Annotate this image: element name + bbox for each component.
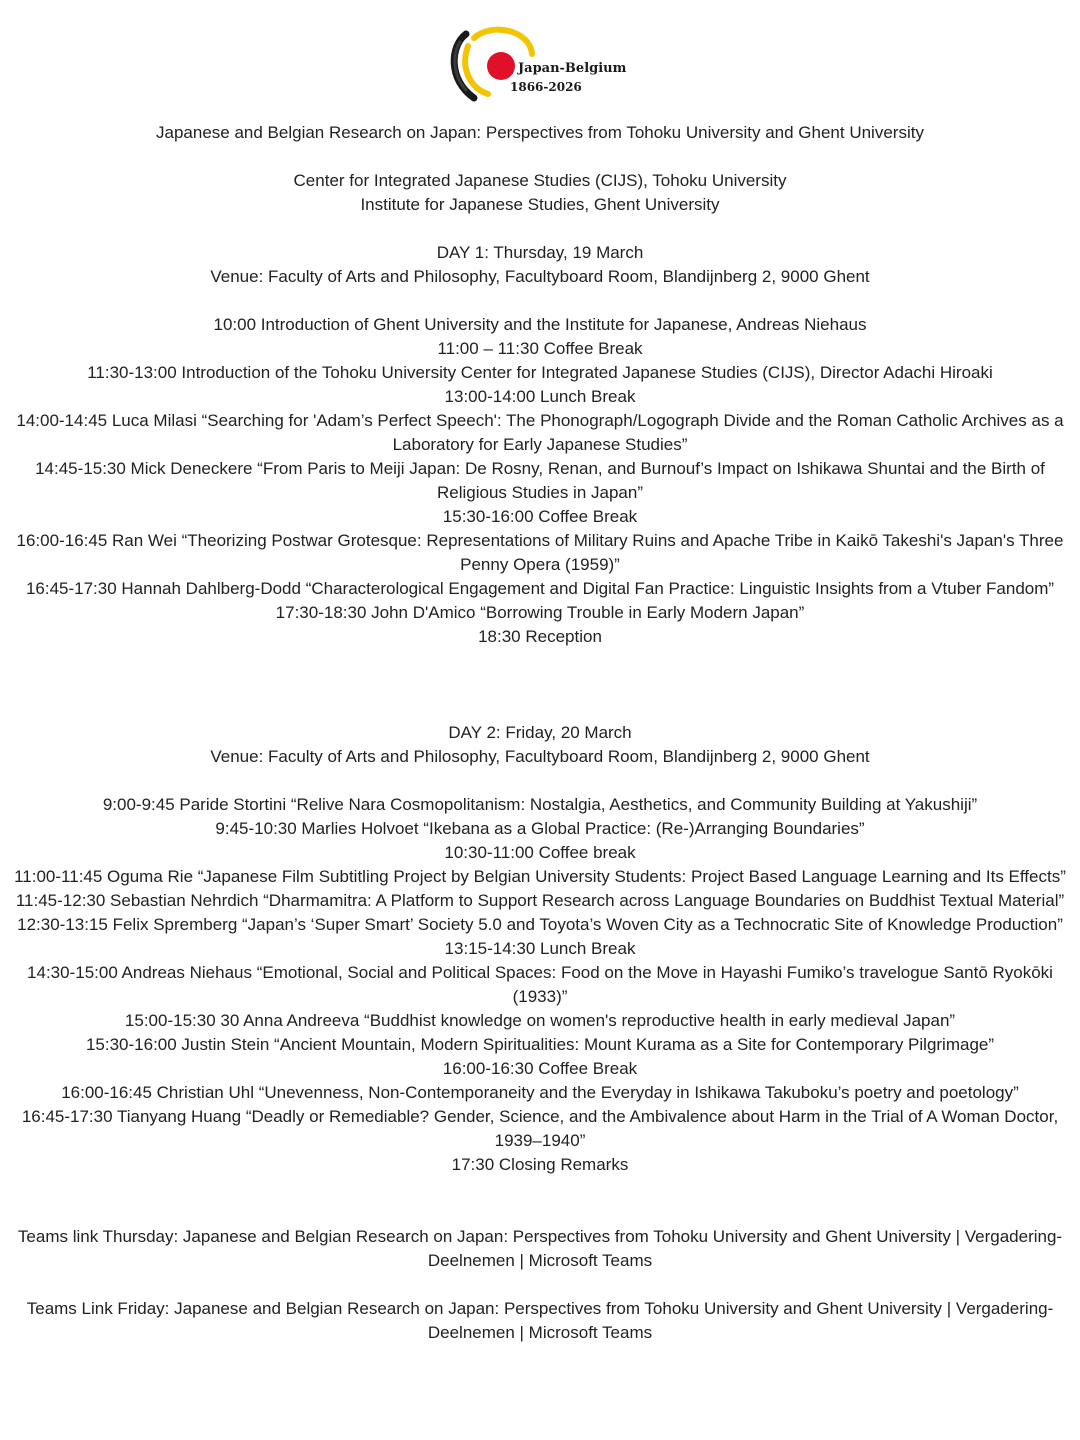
- program-item: 16:45-17:30 Tianyang Huang “Deadly or Remediable? Gender, Science, and the Ambivalence about Harm in the Trial of A Woman Doctor, 1939–1940”: [21, 1107, 1059, 1150]
- day1-venue: Venue: Faculty of Arts and Philosophy, Facultyboard Room, Blandijnberg 2, 9000 Ghent: [210, 267, 870, 286]
- program-item: 14:00-14:45 Luca Milasi “Searching for 'Adam’s Perfect Speech': The Phonograph/Logograph Divide and the Roman Catholic Archives as a Laboratory for Early Japanese Studies”: [16, 411, 1064, 454]
- program-item: 18:30 Reception: [478, 627, 602, 646]
- program-item: 12:30-13:15 Felix Spremberg “Japan’s ‘Super Smart’ Society 5.0 and Toyota’s Woven City as a Technocratic Site of Knowledge Production”: [17, 915, 1063, 934]
- logo-years: 1866-2026: [510, 80, 582, 94]
- program-item: 17:30-18:30 John D'Amico “Borrowing Trouble in Early Modern Japan”: [275, 603, 805, 622]
- program-item: 11:00-11:45 Oguma Rie “Japanese Film Subtitling Project by Belgian University Students: Project Based Language Learning and Its Effects”: [14, 867, 1066, 886]
- teams-link-friday[interactable]: Teams Link Friday: Japanese and Belgian Research on Japan: Perspectives from Tohoku University and Ghent University | Vergadering-Deelnemen | Microsoft Teams: [26, 1299, 1054, 1342]
- logo-graphic: [444, 24, 644, 106]
- program-item: 9:00-9:45 Paride Stortini “Relive Nara Cosmopolitanism: Nostalgia, Aesthetics, and Community Building at Yakushiji”: [102, 795, 978, 814]
- program-item: 16:00-16:30 Coffee Break: [442, 1059, 638, 1078]
- program-item: 14:30-15:00 Andreas Niehaus “Emotional, Social and Political Spaces: Food on the Move in Hayashi Fumiko’s travelogue Santō Ryokōki (1933)”: [27, 963, 1053, 1006]
- program-item: 15:30-16:00 Justin Stein “Ancient Mountain, Modern Spiritualities: Mount Kurama as a Site for Contemporary Pilgrimage”: [85, 1035, 995, 1054]
- program-item: 13:15-14:30 Lunch Break: [444, 939, 636, 958]
- program-item: 9:45-10:30 Marlies Holvoet “Ikebana as a Global Practice: (Re-)Arranging Boundaries”: [215, 819, 865, 838]
- program-item: 11:00 – 11:30 Coffee Break: [437, 339, 643, 358]
- program-item: 15:00-15:30 30 Anna Andreeva “Buddhist knowledge on women's reproductive health in early medieval Japan”: [124, 1011, 956, 1030]
- program-item: 15:30-16:00 Coffee Break: [442, 507, 638, 526]
- program-item: 10:00 Introduction of Ghent University and the Institute for Japanese, Andreas Niehaus: [213, 315, 867, 334]
- organizer-cijs: Center for Integrated Japanese Studies (CIJS), Tohoku University: [293, 171, 787, 190]
- document-body: [0, 121, 1080, 1345]
- day2-venue: Venue: Faculty of Arts and Philosophy, Facultyboard Room, Blandijnberg 2, 9000 Ghent: [210, 747, 870, 766]
- program-item: 11:45-12:30 Sebastian Nehrdich “Dharmamitra: A Platform to Support Research across Language Boundaries on Buddhist Textual Material”: [15, 891, 1065, 910]
- event-title: Japanese and Belgian Research on Japan: Perspectives from Tohoku University and Ghent University: [156, 123, 924, 142]
- logo-text: Japan-Belgium: [518, 61, 627, 76]
- program-item: 16:45-17:30 Hannah Dahlberg-Dodd “Characterological Engagement and Digital Fan Practice: Linguistic Insights from a Vtuber Fandom”: [25, 579, 1055, 598]
- program-item: 16:00-16:45 Christian Uhl “Unevenness, Non-Contemporaneity and the Everyday in Ishikawa Takuboku’s poetry and poetology”: [61, 1083, 1019, 1102]
- program-item: 17:30 Closing Remarks: [451, 1155, 629, 1174]
- teams-link-thursday[interactable]: Teams link Thursday: Japanese and Belgian Research on Japan: Perspectives from Tohoku University and Ghent University | Vergadering-Deelnemen | Microsoft Teams: [17, 1227, 1063, 1270]
- day2-heading: DAY 2: Friday, 20 March: [448, 723, 632, 742]
- program-item: 13:00-14:00 Lunch Break: [444, 387, 636, 406]
- organizer-ghent: Institute for Japanese Studies, Ghent University: [360, 195, 720, 214]
- program-item: 10:30-11:00 Coffee break: [444, 843, 636, 862]
- day1-heading: DAY 1: Thursday, 19 March: [436, 243, 644, 262]
- program-item: 11:30-13:00 Introduction of the Tohoku University Center for Integrated Japanese Studies (CIJS), Director Adachi Hiroaki: [87, 363, 993, 382]
- program-item: 14:45-15:30 Mick Deneckere “From Paris to Meiji Japan: De Rosny, Renan, and Burnouf’s Impact on Ishikawa Shuntai and the Birth of Religious Studies in Japan”: [35, 459, 1045, 502]
- program-item: 16:00-16:45 Ran Wei “Theorizing Postwar Grotesque: Representations of Military Ruins and Apache Tribe in Kaikō Takeshi's Japan's Three Penny Opera (1959)”: [16, 531, 1064, 574]
- japan-belgium-logo: [444, 24, 644, 106]
